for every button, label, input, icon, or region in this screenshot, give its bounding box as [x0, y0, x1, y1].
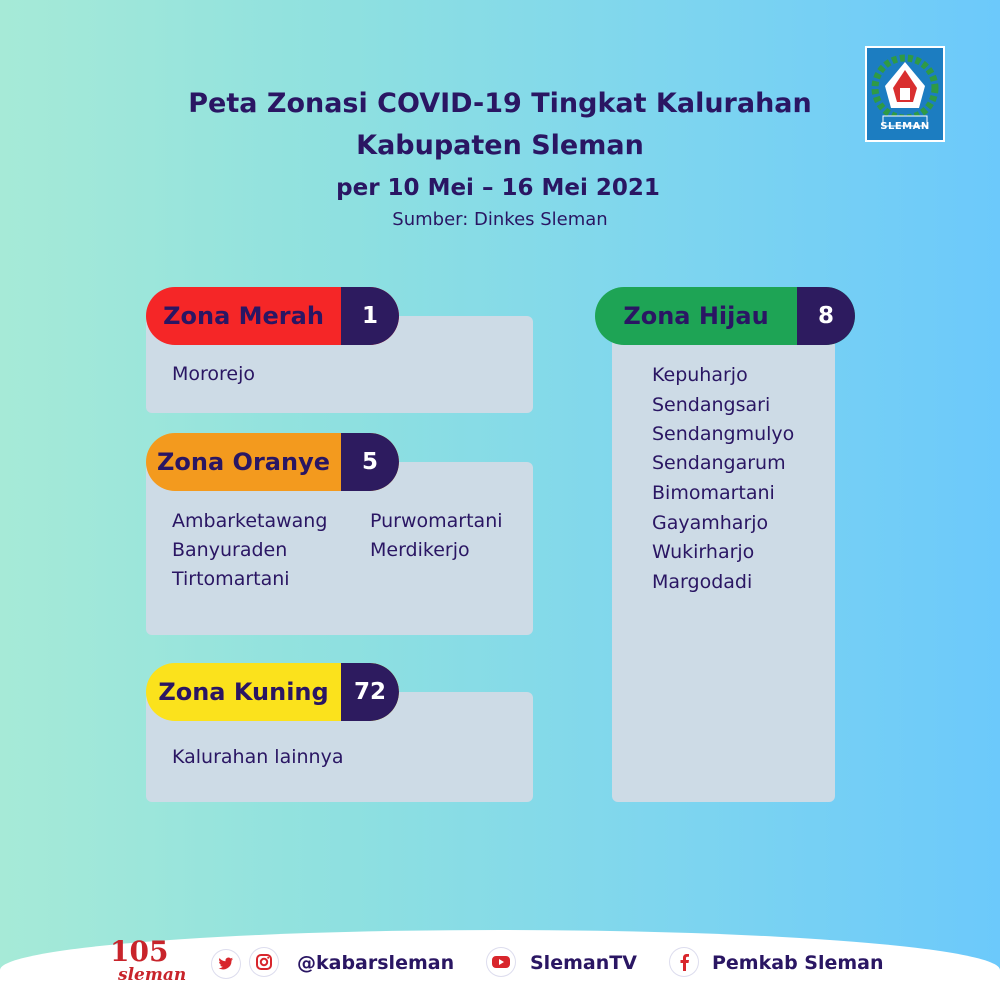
zona-hijau-count: 8 [797, 287, 855, 345]
zona-oranye-item: Banyuraden [172, 539, 288, 561]
anniversary-number: 105 [110, 935, 169, 968]
zona-oranye-label: Zona Oranye [157, 448, 330, 476]
period-text: per 10 Mei – 16 Mei 2021 [336, 175, 660, 201]
page-title: Peta Zonasi COVID-19 Tingkat Kalurahan [188, 88, 812, 119]
anniversary-logo [108, 935, 187, 990]
youtube-channel[interactable]: SlemanTV [530, 952, 637, 974]
zona-kuning-item: Kalurahan lainnya [172, 746, 344, 768]
zona-kuning-count: 72 [341, 663, 399, 721]
zona-hijau-item: Sendangarum [652, 452, 786, 474]
sleman-logo [865, 46, 945, 142]
zona-hijau-item: Wukirharjo [652, 541, 755, 563]
twitter-icon[interactable] [212, 950, 240, 978]
zona-hijau-item: Kepuharjo [652, 364, 748, 386]
zona-hijau-item: Gayamharjo [652, 512, 769, 534]
zona-oranye-item: Purwomartani [370, 510, 503, 532]
zona-hijau-item: Margodadi [652, 571, 753, 593]
instagram-icon[interactable] [250, 948, 278, 976]
social-handle[interactable]: @kabarsleman [297, 952, 455, 974]
zona-hijau-pill [595, 287, 855, 345]
source-text: Sumber: Dinkes Sleman [392, 209, 608, 230]
facebook-page[interactable]: Pemkab Sleman [712, 952, 884, 974]
zona-oranye-pill [146, 433, 399, 491]
zona-oranye-item: Merdikerjo [370, 539, 470, 561]
zona-merah-count: 1 [341, 287, 399, 345]
zona-hijau-label: Zona Hijau [623, 302, 769, 330]
zona-oranye-item: Ambarketawang [172, 510, 328, 532]
zona-merah-label: Zona Merah [163, 302, 324, 330]
zona-kuning-pill [146, 663, 399, 721]
logo-text: SLEMAN [880, 121, 930, 132]
zona-merah-item: Mororejo [172, 363, 256, 385]
zona-hijau-item: Bimomartani [652, 482, 775, 504]
zona-oranye-item: Tirtomartani [172, 568, 290, 590]
zona-hijau-item: Sendangmulyo [652, 423, 795, 445]
zona-oranye-count: 5 [341, 433, 399, 491]
zona-kuning-label: Zona Kuning [158, 678, 329, 706]
anniversary-name: sleman [118, 965, 187, 985]
youtube-icon[interactable] [487, 948, 515, 976]
zona-merah-pill [146, 287, 399, 345]
facebook-icon[interactable] [670, 948, 698, 976]
page-subtitle: Kabupaten Sleman [356, 130, 644, 161]
zona-hijau-item: Sendangsari [652, 394, 771, 416]
